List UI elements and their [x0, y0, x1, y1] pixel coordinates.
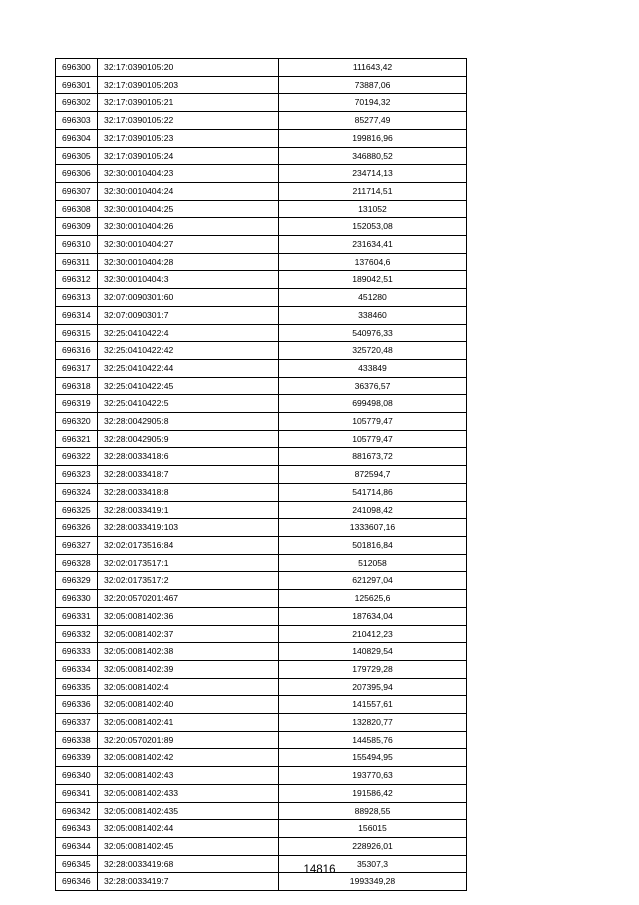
cadastral-value-cell: 541714,86 [279, 483, 467, 501]
cadastral-number-cell: 32:17:0390105:24 [98, 147, 279, 165]
table-row [56, 625, 467, 643]
cadastral-number-cell: 32:05:0081402:45 [98, 837, 279, 855]
table-row [56, 253, 467, 271]
row-id-cell: 696315 [56, 324, 98, 342]
table-row [56, 696, 467, 714]
row-id-cell: 696313 [56, 289, 98, 307]
row-id-cell: 696328 [56, 554, 98, 572]
cadastral-value-cell: 189042,51 [279, 271, 467, 289]
cadastral-value-cell: 501816,84 [279, 536, 467, 554]
cadastral-value-cell: 85277,49 [279, 112, 467, 130]
table-row [56, 837, 467, 855]
table-row [56, 749, 467, 767]
cadastral-number-cell: 32:28:0042905:9 [98, 430, 279, 448]
cadastral-number-cell: 32:05:0081402:4 [98, 678, 279, 696]
row-id-cell: 696345 [56, 855, 98, 873]
row-id-cell: 696336 [56, 696, 98, 714]
cadastral-number-cell: 32:05:0081402:38 [98, 643, 279, 661]
table-row [56, 643, 467, 661]
cadastral-value-cell: 881673,72 [279, 448, 467, 466]
row-id-cell: 696318 [56, 377, 98, 395]
row-id-cell: 696341 [56, 784, 98, 802]
page-number: 14816 [303, 864, 336, 876]
cadastral-value-cell: 325720,48 [279, 342, 467, 360]
cadastral-value-cell: 105779,47 [279, 413, 467, 431]
row-id-cell: 696321 [56, 430, 98, 448]
cadastral-number-cell: 32:30:0010404:28 [98, 253, 279, 271]
cadastral-number-cell: 32:07:0090301:7 [98, 306, 279, 324]
row-id-cell: 696339 [56, 749, 98, 767]
table-row [56, 767, 467, 785]
table-row [56, 182, 467, 200]
table-row [56, 466, 467, 484]
cadastral-number-cell: 32:25:0410422:5 [98, 395, 279, 413]
row-id-cell: 696325 [56, 501, 98, 519]
cadastral-number-cell: 32:30:0010404:23 [98, 165, 279, 183]
cadastral-value-cell: 872594,7 [279, 466, 467, 484]
table-row [56, 678, 467, 696]
cadastral-value-cell: 187634,04 [279, 607, 467, 625]
row-id-cell: 696311 [56, 253, 98, 271]
cadastral-number-cell: 32:17:0390105:203 [98, 76, 279, 94]
table-row [56, 714, 467, 732]
cadastral-value-cell: 193770,63 [279, 767, 467, 785]
cadastral-value-cell: 73887,06 [279, 76, 467, 94]
cadastral-number-cell: 32:28:0033419:1 [98, 501, 279, 519]
row-id-cell: 696310 [56, 236, 98, 254]
table-row [56, 820, 467, 838]
row-id-cell: 696330 [56, 590, 98, 608]
cadastral-number-cell: 32:05:0081402:435 [98, 802, 279, 820]
cadastral-value-cell: 191586,42 [279, 784, 467, 802]
table-row [56, 607, 467, 625]
cadastral-number-cell: 32:05:0081402:40 [98, 696, 279, 714]
cadastral-value-cell: 207395,94 [279, 678, 467, 696]
cadastral-value-cell: 621297,04 [279, 572, 467, 590]
cadastral-number-cell: 32:28:0033419:68 [98, 855, 279, 873]
cadastral-number-cell: 32:25:0410422:44 [98, 359, 279, 377]
row-id-cell: 696301 [56, 76, 98, 94]
row-id-cell: 696305 [56, 147, 98, 165]
row-id-cell: 696343 [56, 820, 98, 838]
cadastral-value-cell: 231634,41 [279, 236, 467, 254]
row-id-cell: 696306 [56, 165, 98, 183]
row-id-cell: 696312 [56, 271, 98, 289]
table-row [56, 572, 467, 590]
cadastral-value-cell: 451280 [279, 289, 467, 307]
row-id-cell: 696326 [56, 519, 98, 537]
table-row [56, 430, 467, 448]
row-id-cell: 696332 [56, 625, 98, 643]
table-row [56, 413, 467, 431]
cadastral-value-cell: 131052 [279, 200, 467, 218]
row-id-cell: 696303 [56, 112, 98, 130]
table-row [56, 200, 467, 218]
cadastral-value-cell: 137604,6 [279, 253, 467, 271]
cadastral-value-cell: 1333607,16 [279, 519, 467, 537]
row-id-cell: 696319 [56, 395, 98, 413]
cadastral-number-cell: 32:20:0570201:467 [98, 590, 279, 608]
table-row [56, 448, 467, 466]
cadastral-number-cell: 32:05:0081402:41 [98, 714, 279, 732]
table-row [56, 590, 467, 608]
row-id-cell: 696322 [56, 448, 98, 466]
cadastral-number-cell: 32:25:0410422:4 [98, 324, 279, 342]
cadastral-number-cell: 32:02:0173517:1 [98, 554, 279, 572]
cadastral-value-cell: 512058 [279, 554, 467, 572]
row-id-cell: 696327 [56, 536, 98, 554]
cadastral-value-cell: 156015 [279, 820, 467, 838]
cadastral-value-cell: 36376,57 [279, 377, 467, 395]
cadastral-value-cell: 228926,01 [279, 837, 467, 855]
cadastral-value-cell: 241098,42 [279, 501, 467, 519]
table-row [56, 289, 467, 307]
table-row [56, 59, 467, 77]
cadastral-value-cell: 540976,33 [279, 324, 467, 342]
cadastral-value-cell: 111643,42 [279, 59, 467, 77]
cadastral-number-cell: 32:30:0010404:24 [98, 182, 279, 200]
table-row [56, 519, 467, 537]
cadastral-number-cell: 32:05:0081402:37 [98, 625, 279, 643]
table-row [56, 165, 467, 183]
row-id-cell: 696302 [56, 94, 98, 112]
cadastral-value-table [55, 58, 467, 891]
cadastral-value-cell: 144585,76 [279, 731, 467, 749]
cadastral-number-cell: 32:05:0081402:39 [98, 660, 279, 678]
cadastral-number-cell: 32:28:0042905:8 [98, 413, 279, 431]
cadastral-value-cell: 88928,55 [279, 802, 467, 820]
cadastral-number-cell: 32:17:0390105:20 [98, 59, 279, 77]
cadastral-number-cell: 32:30:0010404:25 [98, 200, 279, 218]
cadastral-number-cell: 32:28:0033418:7 [98, 466, 279, 484]
table-row [56, 271, 467, 289]
table-body [56, 59, 467, 891]
row-id-cell: 696342 [56, 802, 98, 820]
cadastral-value-cell: 35307,3 [279, 855, 467, 873]
cadastral-number-cell: 32:25:0410422:42 [98, 342, 279, 360]
row-id-cell: 696314 [56, 306, 98, 324]
cadastral-value-cell: 346880,52 [279, 147, 467, 165]
cadastral-value-cell: 70194,32 [279, 94, 467, 112]
table-row [56, 218, 467, 236]
cadastral-number-cell: 32:05:0081402:36 [98, 607, 279, 625]
cadastral-number-cell: 32:05:0081402:433 [98, 784, 279, 802]
cadastral-number-cell: 32:25:0410422:45 [98, 377, 279, 395]
row-id-cell: 696320 [56, 413, 98, 431]
cadastral-value-cell: 125625,6 [279, 590, 467, 608]
row-id-cell: 696317 [56, 359, 98, 377]
row-id-cell: 696309 [56, 218, 98, 236]
cadastral-number-cell: 32:17:0390105:23 [98, 129, 279, 147]
row-id-cell: 696334 [56, 660, 98, 678]
cadastral-number-cell: 32:17:0390105:21 [98, 94, 279, 112]
cadastral-number-cell: 32:28:0033418:6 [98, 448, 279, 466]
cadastral-number-cell: 32:20:0570201:89 [98, 731, 279, 749]
table-row [56, 236, 467, 254]
cadastral-number-cell: 32:28:0033419:7 [98, 873, 279, 891]
table-row [56, 784, 467, 802]
cadastral-value-cell: 152053,08 [279, 218, 467, 236]
cadastral-value-cell: 1993349,28 [279, 873, 467, 891]
cadastral-value-cell: 199816,96 [279, 129, 467, 147]
cadastral-value-cell: 234714,13 [279, 165, 467, 183]
row-id-cell: 696335 [56, 678, 98, 696]
row-id-cell: 696323 [56, 466, 98, 484]
row-id-cell: 696307 [56, 182, 98, 200]
cadastral-value-cell: 433849 [279, 359, 467, 377]
row-id-cell: 696308 [56, 200, 98, 218]
row-id-cell: 696340 [56, 767, 98, 785]
cadastral-number-cell: 32:30:0010404:3 [98, 271, 279, 289]
table-row [56, 377, 467, 395]
row-id-cell: 696316 [56, 342, 98, 360]
cadastral-value-cell: 338460 [279, 306, 467, 324]
row-id-cell: 696337 [56, 714, 98, 732]
cadastral-value-cell: 140829,54 [279, 643, 467, 661]
row-id-cell: 696333 [56, 643, 98, 661]
row-id-cell: 696300 [56, 59, 98, 77]
cadastral-number-cell: 32:30:0010404:26 [98, 218, 279, 236]
cadastral-number-cell: 32:02:0173517:2 [98, 572, 279, 590]
cadastral-value-cell: 132820,77 [279, 714, 467, 732]
table-row [56, 112, 467, 130]
table-row [56, 554, 467, 572]
cadastral-value-cell: 155494,95 [279, 749, 467, 767]
table-row [56, 342, 467, 360]
cadastral-number-cell: 32:05:0081402:43 [98, 767, 279, 785]
table-row [56, 536, 467, 554]
table-row [56, 129, 467, 147]
cadastral-number-cell: 32:05:0081402:42 [98, 749, 279, 767]
cadastral-number-cell: 32:07:0090301:60 [98, 289, 279, 307]
cadastral-value-cell: 211714,51 [279, 182, 467, 200]
cadastral-value-cell: 179729,28 [279, 660, 467, 678]
cadastral-value-cell: 210412,23 [279, 625, 467, 643]
table-row [56, 324, 467, 342]
table-row [56, 147, 467, 165]
table-row [56, 306, 467, 324]
table-row [56, 660, 467, 678]
table-row [56, 94, 467, 112]
table-row [56, 395, 467, 413]
cadastral-value-cell: 105779,47 [279, 430, 467, 448]
row-id-cell: 696329 [56, 572, 98, 590]
table-row [56, 359, 467, 377]
cadastral-number-cell: 32:05:0081402:44 [98, 820, 279, 838]
cadastral-number-cell: 32:17:0390105:22 [98, 112, 279, 130]
row-id-cell: 696338 [56, 731, 98, 749]
cadastral-number-cell: 32:02:0173516:84 [98, 536, 279, 554]
table-row [56, 483, 467, 501]
cadastral-value-cell: 141557,61 [279, 696, 467, 714]
table-row [56, 501, 467, 519]
cadastral-number-cell: 32:28:0033418:8 [98, 483, 279, 501]
row-id-cell: 696346 [56, 873, 98, 891]
row-id-cell: 696304 [56, 129, 98, 147]
row-id-cell: 696344 [56, 837, 98, 855]
table-row [56, 802, 467, 820]
table-row [56, 731, 467, 749]
row-id-cell: 696331 [56, 607, 98, 625]
cadastral-value-cell: 699498,08 [279, 395, 467, 413]
row-id-cell: 696324 [56, 483, 98, 501]
cadastral-number-cell: 32:30:0010404:27 [98, 236, 279, 254]
cadastral-number-cell: 32:28:0033419:103 [98, 519, 279, 537]
table-row [56, 76, 467, 94]
